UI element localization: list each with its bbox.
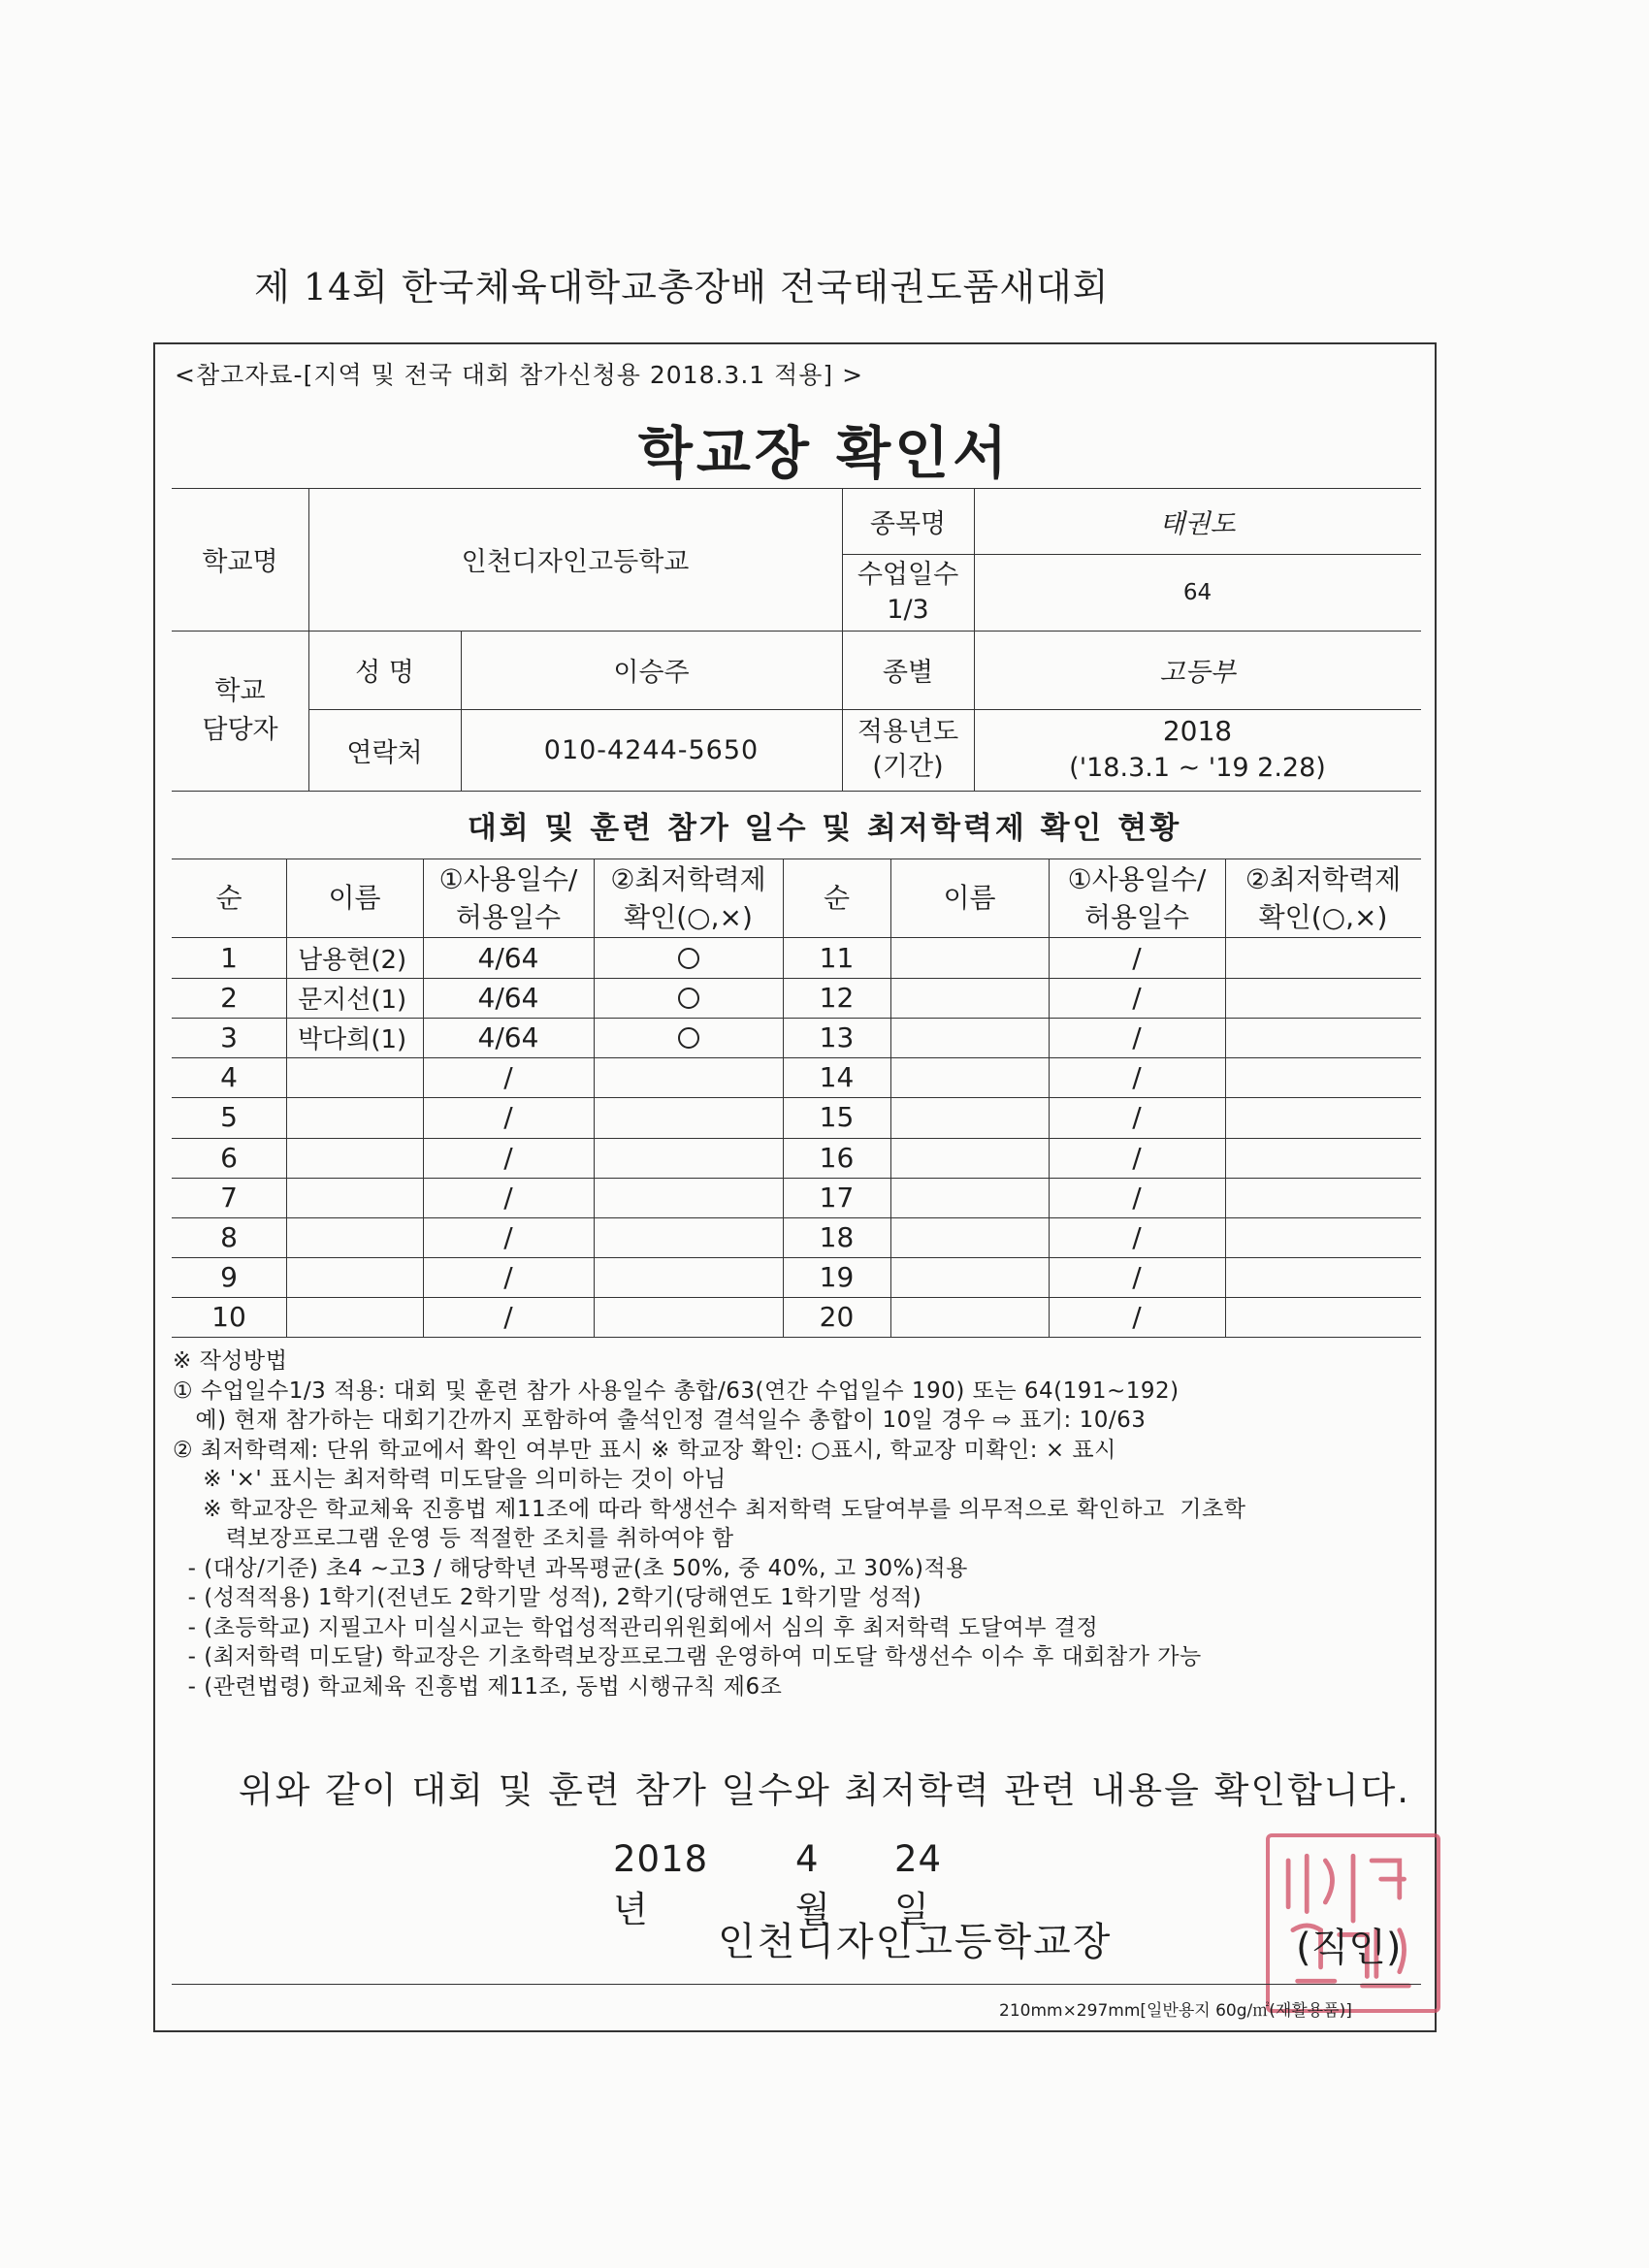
header-days-right (1049, 859, 1225, 937)
athlete-name (298, 1178, 423, 1217)
days-used: / (1132, 942, 1142, 974)
athlete-name (902, 1297, 1049, 1337)
header-check-line1: ②최저학력제 (1245, 862, 1402, 895)
academic-check (1225, 1057, 1421, 1097)
header-days-line1: ①사용일수/ (1067, 862, 1207, 895)
year-value-line1: 2018 (1162, 715, 1233, 747)
writing-instructions (173, 1346, 1245, 1701)
row-number: 8 (220, 1220, 238, 1253)
class-days-label-line2: 1/3 (887, 594, 929, 625)
paper-spec-footer: 210mm×297mm[일반용지 60g/㎡(재활용품)] (999, 2001, 1352, 2021)
page-title: 학교장 확인서 (637, 420, 1012, 486)
name-label: 성 명 (355, 658, 414, 688)
instruction-line: - (초등학교) 지필고사 미실시교는 학업성적관리위원회에서 심의 후 최저학력 도달여부 결정 (173, 1614, 1099, 1640)
row-number: 7 (220, 1181, 238, 1214)
athlete-name (298, 1057, 423, 1097)
academic-check (594, 1297, 783, 1337)
days-used: / (503, 1300, 513, 1333)
contact-value: 010-4244-5650 (543, 734, 760, 765)
days-used: 4/64 (477, 982, 539, 1015)
instruction-line: - (최저학력 미도달) 학교장은 기초학력보장프로그램 운영하여 미도달 학생선수 이수 후 대회참가 가능 (173, 1644, 1202, 1669)
days-used: / (1132, 1101, 1142, 1134)
header-check-left (594, 859, 783, 937)
instruction-line: ① 수업일수1/3 적용: 대회 및 훈련 참가 사용일수 총합/63(연간 수업일수 190) 또는 64(191~192) (173, 1377, 1180, 1404)
school-name-label: 학교명 (202, 547, 278, 577)
event-title: 제 14회 한국체육대학교총장배 전국태권도품새대회 (254, 266, 1110, 308)
row-number: 15 (819, 1101, 855, 1134)
academic-check (594, 1018, 783, 1057)
athlete-name (902, 978, 1049, 1018)
check-circle-icon (678, 1027, 699, 1049)
reference-note: <참고자료-[지역 및 전국 대회 참가신청용 2018.3.1 적용] > (175, 361, 864, 389)
header-check-right (1225, 859, 1421, 937)
instruction-line: - (대상/기준) 초4 ~고3 / 해당학년 과목평균(초 50%, 중 40%, 고 30%)적용 (173, 1555, 968, 1581)
academic-check (594, 1138, 783, 1178)
category-value: 고등부 (1159, 658, 1236, 688)
academic-check (594, 1057, 783, 1097)
academic-check (594, 1217, 783, 1257)
sport-label: 종목명 (869, 508, 947, 539)
row-number: 6 (220, 1141, 238, 1174)
instruction-line: - (관련법령) 학교체육 진흥법 제11조, 동법 시행규칙 제6조 (173, 1673, 783, 1700)
days-used: / (1132, 1220, 1142, 1253)
row-number: 17 (819, 1181, 855, 1214)
days-used: / (503, 1220, 513, 1253)
sport-value: 태권도 (1159, 508, 1236, 539)
academic-check (1225, 1217, 1421, 1257)
instruction-line: ※ '×' 표시는 최저학력 미도달을 의미하는 것이 아님 (173, 1467, 727, 1492)
instruction-line: ② 최저학력제: 단위 학교에서 확인 여부만 표시 ※ 학교장 확인: ○표시, 학교장 미확인: × 표시 (173, 1437, 1116, 1463)
days-used: / (503, 1101, 513, 1134)
confirmation-statement: 위와 같이 대회 및 훈련 참가 일수와 최저학력 관련 내용을 확인합니다. (238, 1769, 1411, 1811)
contact-label: 연락처 (346, 737, 423, 768)
header-check-line1: ②최저학력제 (610, 862, 766, 895)
row-number: 10 (211, 1300, 246, 1333)
athlete-name (298, 1217, 423, 1257)
academic-check (594, 978, 783, 1018)
instruction-line: 력보장프로그램 운영 등 적절한 조치를 취하여야 함 (173, 1526, 734, 1551)
academic-check (1225, 1018, 1421, 1057)
days-used: / (503, 1141, 513, 1174)
header-no-right: 순 (823, 882, 851, 914)
school-name-value: 인천디자인고등학교 (461, 547, 690, 577)
header-name-right: 이름 (943, 882, 996, 914)
days-used: / (1132, 1021, 1142, 1054)
days-used: 4/64 (477, 1021, 539, 1054)
row-number: 20 (819, 1300, 855, 1333)
header-days-left (423, 859, 594, 937)
date-day: 24일 (894, 1838, 943, 1930)
header-days-line1: ①사용일수/ (438, 862, 578, 895)
days-used: / (503, 1061, 513, 1094)
athlete-name (298, 1097, 423, 1137)
row-number: 1 (220, 942, 238, 974)
athlete-name: 문지선(1) (298, 986, 407, 1016)
academic-check (594, 938, 783, 978)
header-days-line2: 허용일수 (455, 900, 562, 933)
academic-check (1225, 1097, 1421, 1137)
manager-label-line2: 담당자 (202, 714, 278, 745)
athlete-name: 남용현(2) (298, 946, 407, 975)
row-number: 11 (819, 942, 855, 974)
row-number: 9 (220, 1260, 238, 1293)
year-label-line2: (기간) (872, 752, 944, 782)
row-number: 19 (819, 1260, 855, 1293)
check-circle-icon (678, 988, 699, 1009)
days-used: / (1132, 1300, 1142, 1333)
year-value (974, 709, 1421, 791)
days-used: / (503, 1181, 513, 1214)
days-used: / (1132, 1141, 1142, 1174)
academic-check (1225, 1178, 1421, 1217)
category-label: 종별 (882, 658, 934, 688)
row-number: 16 (819, 1141, 855, 1174)
manager-label-line1: 학교 (214, 675, 266, 706)
athlete-name (902, 1138, 1049, 1178)
principal-signature: 인천디자인고등학교장 (718, 1920, 1113, 1964)
athlete-name (902, 1257, 1049, 1297)
class-days-label (842, 554, 974, 631)
seal-label: (직인) (1296, 1926, 1402, 1970)
instruction-line: ※ 작성방법 (173, 1348, 288, 1374)
row-number: 13 (819, 1021, 855, 1054)
row-number: 12 (819, 982, 855, 1015)
header-no-left: 순 (215, 882, 242, 914)
athlete-name (902, 1097, 1049, 1137)
header-name-left: 이름 (328, 882, 381, 914)
row-number: 14 (819, 1061, 855, 1094)
days-used: / (1132, 982, 1142, 1015)
status-section-title: 대회 및 훈련 참가 일수 및 최저학력제 확인 현황 (467, 811, 1182, 846)
manager-label (172, 631, 308, 791)
header-check-line2: 확인(○,×) (624, 900, 753, 933)
date-month: 4월 (795, 1838, 831, 1930)
days-used: / (1132, 1260, 1142, 1293)
row-number: 5 (220, 1101, 238, 1134)
athlete-name (298, 1138, 423, 1178)
academic-check (594, 1178, 783, 1217)
check-circle-icon (678, 948, 699, 969)
row-number: 3 (220, 1021, 238, 1054)
instruction-line: 예) 현재 참가하는 대회기간까지 포함하여 출석인정 결석일수 총합이 10일 경우 ⇨ 표기: 10/63 (173, 1408, 1147, 1433)
row-number: 18 (819, 1220, 855, 1253)
academic-check (594, 1257, 783, 1297)
days-used: / (1132, 1181, 1142, 1214)
header-days-line2: 허용일수 (1083, 900, 1190, 933)
row-number: 2 (220, 982, 238, 1015)
header-check-line2: 확인(○,×) (1258, 900, 1388, 933)
academic-check (594, 1097, 783, 1137)
athlete-name (902, 1217, 1049, 1257)
athlete-name (902, 938, 1049, 978)
athlete-name (902, 1178, 1049, 1217)
date-year: 2018년 (613, 1838, 709, 1930)
academic-check (1225, 1297, 1421, 1337)
class-days-label-line1: 수업일수 (857, 559, 959, 590)
instruction-line: ※ 학교장은 학교체육 진흥법 제11조에 따라 학생선수 최저학력 도달여부를 의무적으로 확인하고 기초학 (173, 1496, 1246, 1522)
athlete-name (298, 1257, 423, 1297)
athlete-name: 박다희(1) (298, 1025, 407, 1055)
name-value: 이승주 (613, 658, 690, 688)
academic-check (1225, 978, 1421, 1018)
athlete-name (902, 1057, 1049, 1097)
footer-rule (172, 1984, 1421, 1985)
athlete-name (298, 1297, 423, 1337)
row-number: 4 (220, 1061, 238, 1094)
days-used: / (1132, 1061, 1142, 1094)
athlete-name (902, 1018, 1049, 1057)
class-days-value: 64 (1182, 579, 1212, 605)
instruction-line: - (성적적용) 1학기(전년도 2학기말 성적), 2학기(당해연도 1학기말 성적) (173, 1585, 922, 1610)
days-used: 4/64 (477, 942, 539, 974)
info-table-bottom-line (172, 791, 1421, 792)
year-label-line1: 적용년도 (857, 717, 959, 747)
academic-check (1225, 938, 1421, 978)
days-used: / (503, 1260, 513, 1293)
academic-check (1225, 1257, 1421, 1297)
year-label (842, 709, 974, 791)
status-row-line (172, 1337, 1421, 1338)
year-value-line2: ('18.3.1 ~ '19 2.28) (1069, 753, 1326, 783)
academic-check (1225, 1138, 1421, 1178)
